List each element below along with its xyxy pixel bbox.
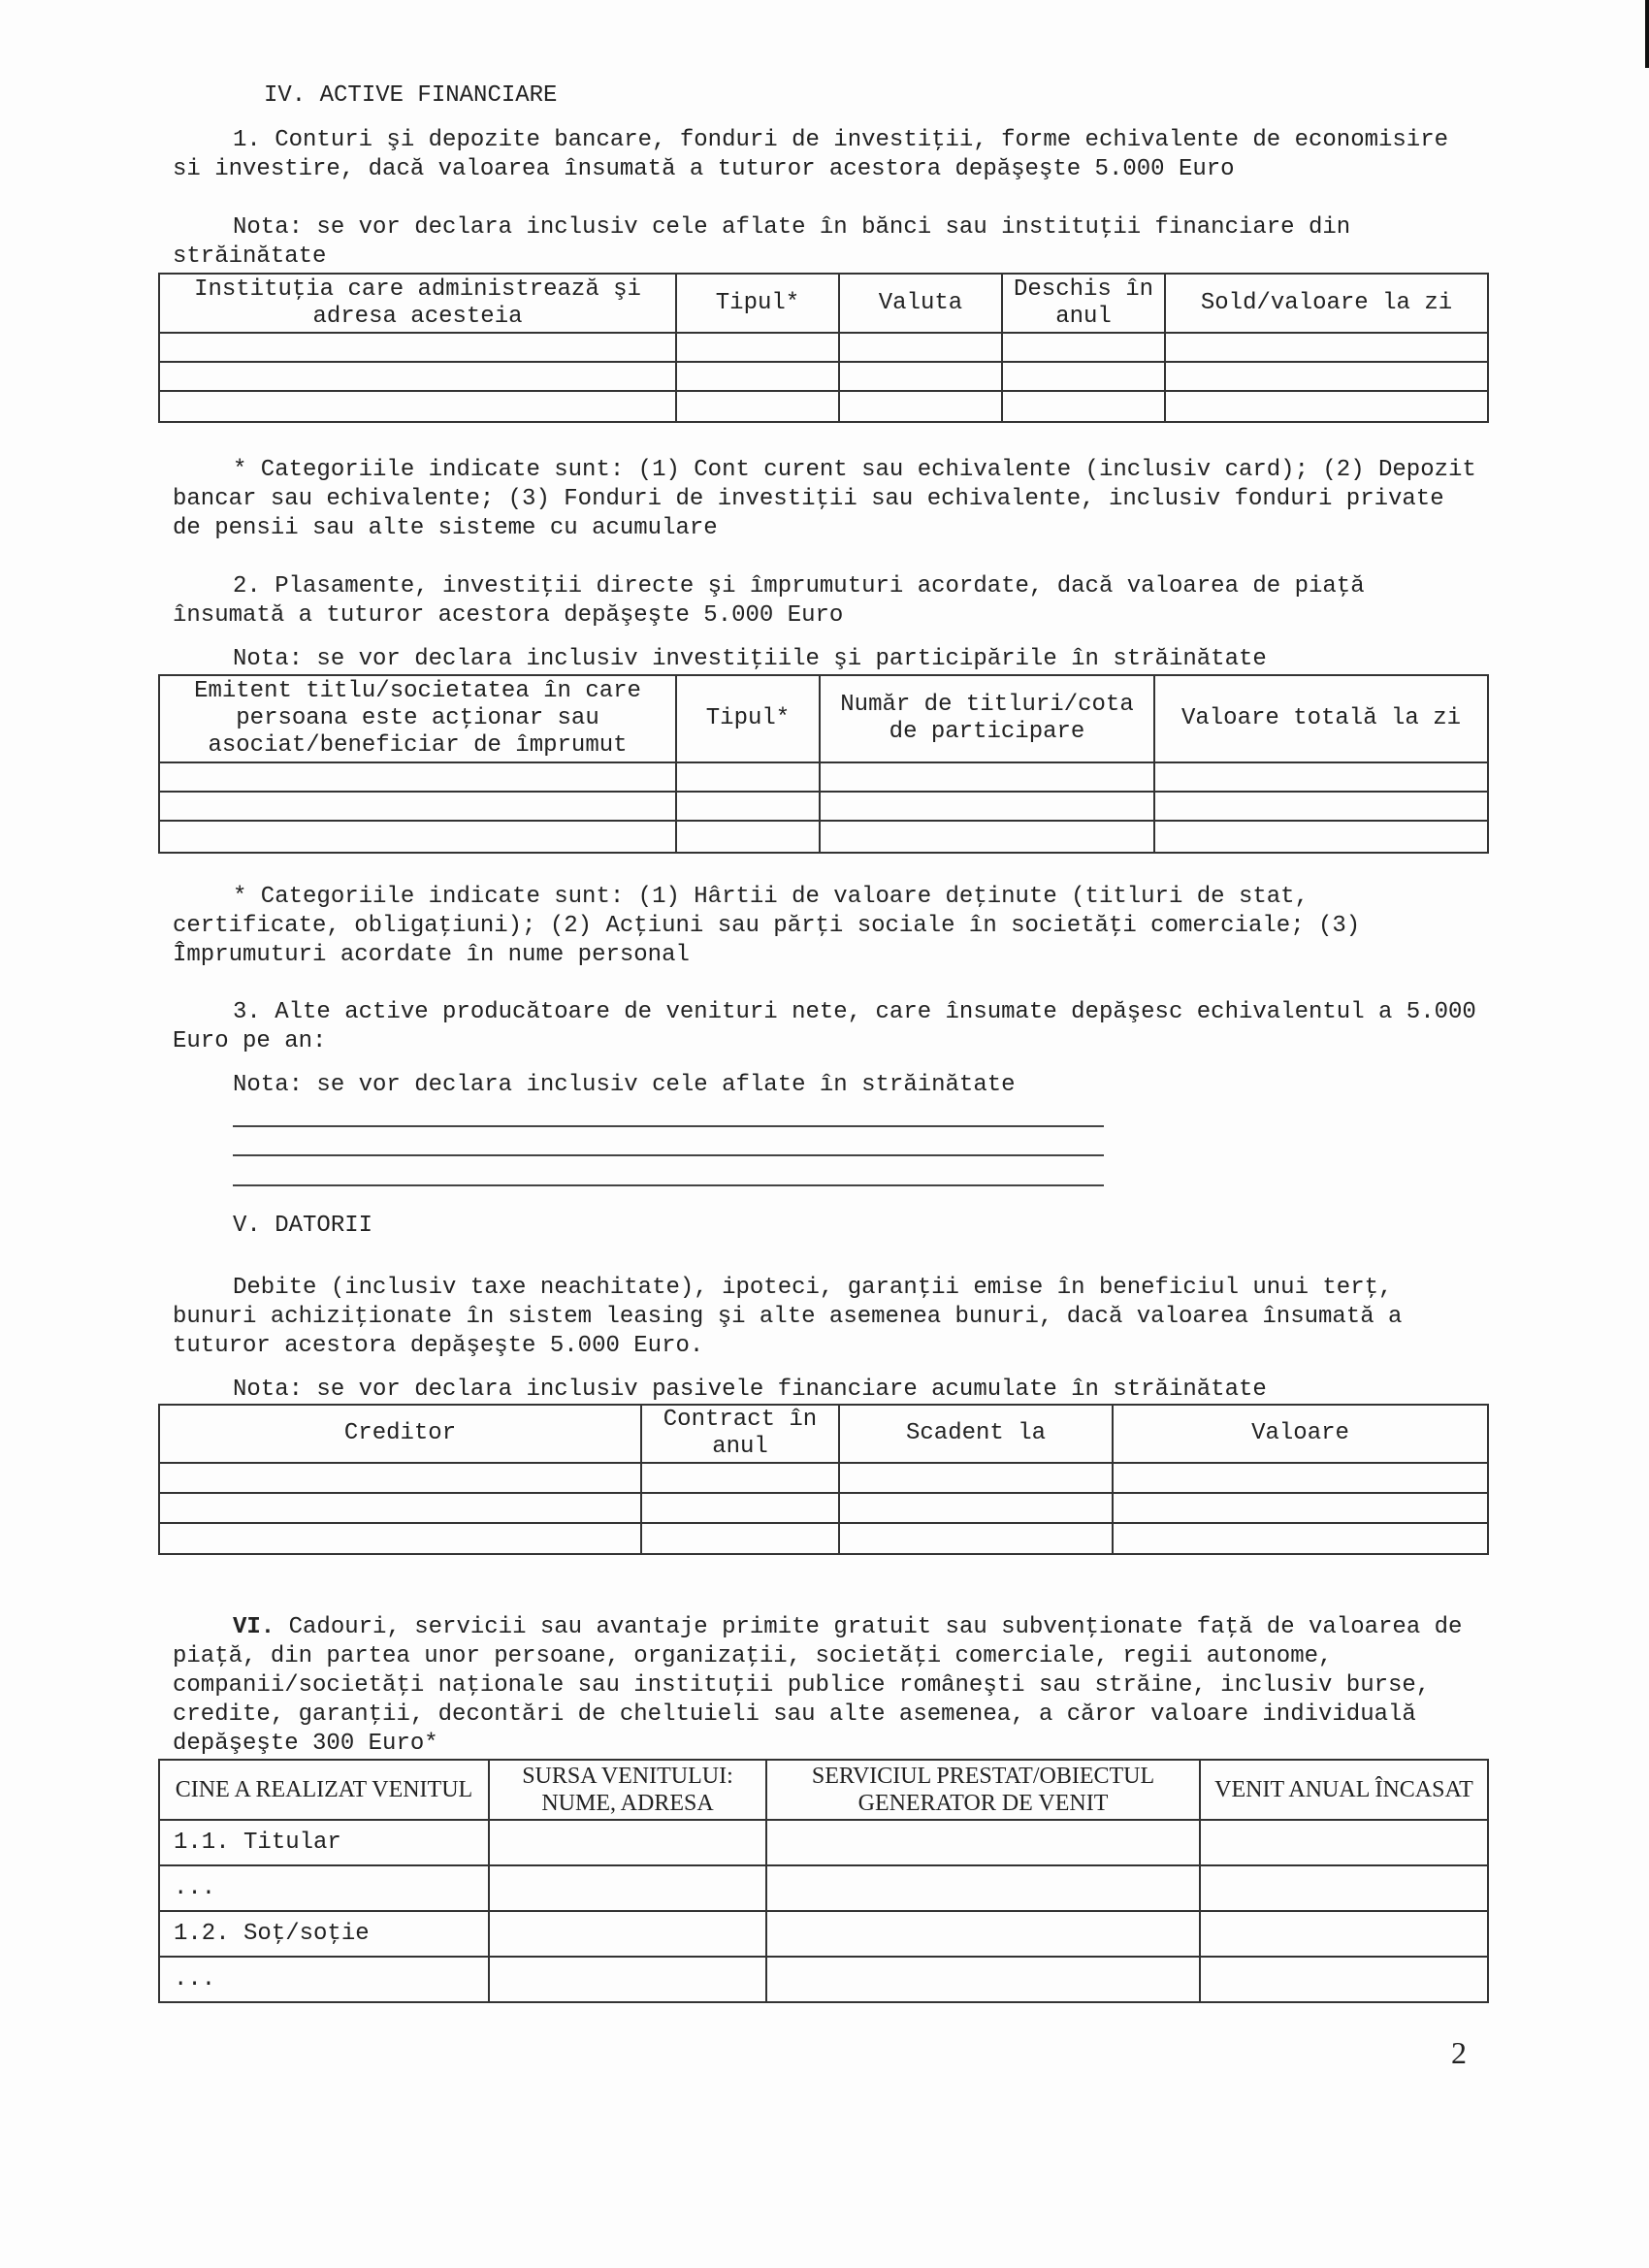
header-shares: Număr de titluri/cota de participare bbox=[820, 675, 1154, 762]
bank-accounts-table bbox=[158, 273, 1489, 423]
header-balance: Sold/valoare la zi bbox=[1165, 274, 1488, 333]
table-row bbox=[159, 1957, 1488, 2002]
header-who: CINE A REALIZAT VENITUL bbox=[159, 1760, 489, 1820]
section-iv-title: IV. ACTIVE FINANCIARE bbox=[264, 82, 558, 109]
section-vi-text bbox=[173, 1613, 1477, 1759]
header-issuer: Emitent titlu/societatea în care persoana este acţionar sau asociat/beneficiar de împrumut bbox=[159, 675, 676, 762]
header-total-value: Valoare totală la zi bbox=[1154, 675, 1488, 762]
blank-line bbox=[233, 1154, 1104, 1156]
header-type: Tipul* bbox=[676, 675, 820, 762]
table-row bbox=[159, 1865, 1488, 1911]
item1-note: Nota: se vor declara inclusiv cele aflate în bănci sau instituţii financiare din străinătate bbox=[173, 214, 1365, 270]
table-row bbox=[159, 362, 1488, 391]
row-label: ... bbox=[159, 1865, 489, 1911]
item1-text: 1. Conturi şi depozite bancare, fonduri de investiţii, forme echivalente de economisire si investire, dacă valoarea însumată a tuturor acestora depăşeşte 5.000 Euro bbox=[173, 127, 1463, 182]
table1-footnote: * Categoriile indicate sunt: (1) Cont curent sau echivalente (inclusiv card); (2) Depozit bancar sau echivalente; (3) Fonduri de investiţii sau echivalente, inclusiv fonduri private de pensii sau alte sisteme cu acumulare bbox=[173, 457, 1491, 541]
item3-note: Nota: se vor declara inclusiv cele aflate în străinătate bbox=[233, 1072, 1016, 1098]
table-row bbox=[159, 792, 1488, 821]
table-row bbox=[159, 1523, 1488, 1554]
item3-text: 3. Alte active producătoare de venituri nete, care însumate depăşesc echivalentul a 5.000 Euro pe an: bbox=[173, 999, 1491, 1054]
section-v-text: Debite (inclusiv taxe neachitate), ipoteci, garanţii emise în beneficiul unui terţ, bunuri achiziţionate în sistem leasing şi alte asemenea bunuri, dacă valoarea însumată a tuturor acestora depăşeşte 5.000 Euro. bbox=[173, 1275, 1416, 1359]
row-label: ... bbox=[159, 1957, 489, 2002]
table-row bbox=[159, 1911, 1488, 1957]
header-annual-income: VENIT ANUAL ÎNCASAT bbox=[1200, 1760, 1488, 1820]
table-row bbox=[159, 821, 1488, 853]
table-row bbox=[159, 1493, 1488, 1523]
table2-footnote: * Categoriile indicate sunt: (1) Hârtii de valoare deţinute (titluri de stat, certificate, obligaţiuni); (2) Acţiuni sau părţi sociale în societăţi comerciale; (3) Împrumuturi acordate în nume personal bbox=[173, 884, 1374, 968]
section-v-note: Nota: se vor declara inclusiv pasivele financiare acumulate în străinătate bbox=[233, 1377, 1267, 1403]
gifts-table bbox=[158, 1759, 1489, 2003]
item2-note: Nota: se vor declara inclusiv investiţiile şi participările în străinătate bbox=[233, 646, 1267, 672]
blank-line bbox=[233, 1184, 1104, 1186]
table-row bbox=[159, 391, 1488, 422]
header-due-date: Scadent la bbox=[839, 1405, 1113, 1463]
section-vi-title: VI. bbox=[233, 1614, 275, 1640]
table-row bbox=[159, 762, 1488, 792]
row-label: 1.1. Titular bbox=[159, 1820, 489, 1865]
header-contract-year: Contract în anul bbox=[641, 1405, 839, 1463]
header-type: Tipul* bbox=[676, 274, 839, 333]
blank-line bbox=[233, 1125, 1104, 1127]
table-row bbox=[159, 1820, 1488, 1865]
header-currency: Valuta bbox=[839, 274, 1002, 333]
header-service: SERVICIUL PRESTAT/OBIECTUL GENERATOR DE VENIT bbox=[766, 1760, 1200, 1820]
item2-text: 2. Plasamente, investiţii directe şi împrumuturi acordate, dacă valoarea de piaţă însumată a tuturor acestora depăşeşte 5.000 Euro bbox=[173, 573, 1378, 629]
section-v-title: V. DATORII bbox=[233, 1213, 373, 1239]
header-institution: Instituţia care administrează şi adresa acesteia bbox=[159, 274, 676, 333]
table-row bbox=[159, 1463, 1488, 1493]
section-vi-body: Cadouri, servicii sau avantaje primite gratuit sau subvenţionate faţă de valoarea de piaţă, din partea unor persoane, organizaţii, societăţi comerciale, regii autonome, companii/societăţi naţionale sau instituţii publice româneşti sau străine, inclusiv burse, credite, garanţii, decontări de cheltuieli sau alte asemenea, a căror valoare individuală depăşeşte 300 Euro* bbox=[173, 1614, 1476, 1757]
debts-table bbox=[158, 1404, 1489, 1555]
row-label: 1.2. Soţ/soţie bbox=[159, 1911, 489, 1957]
header-opened-year: Deschis în anul bbox=[1002, 274, 1165, 333]
scan-edge-shadow bbox=[1645, 0, 1649, 68]
table-row bbox=[159, 333, 1488, 362]
header-value: Valoare bbox=[1113, 1405, 1488, 1463]
header-source: SURSA VENITULUI: NUME, ADRESA bbox=[489, 1760, 766, 1820]
investments-table bbox=[158, 674, 1489, 854]
page-number: 2 bbox=[1451, 2035, 1467, 2070]
header-creditor: Creditor bbox=[159, 1405, 641, 1463]
